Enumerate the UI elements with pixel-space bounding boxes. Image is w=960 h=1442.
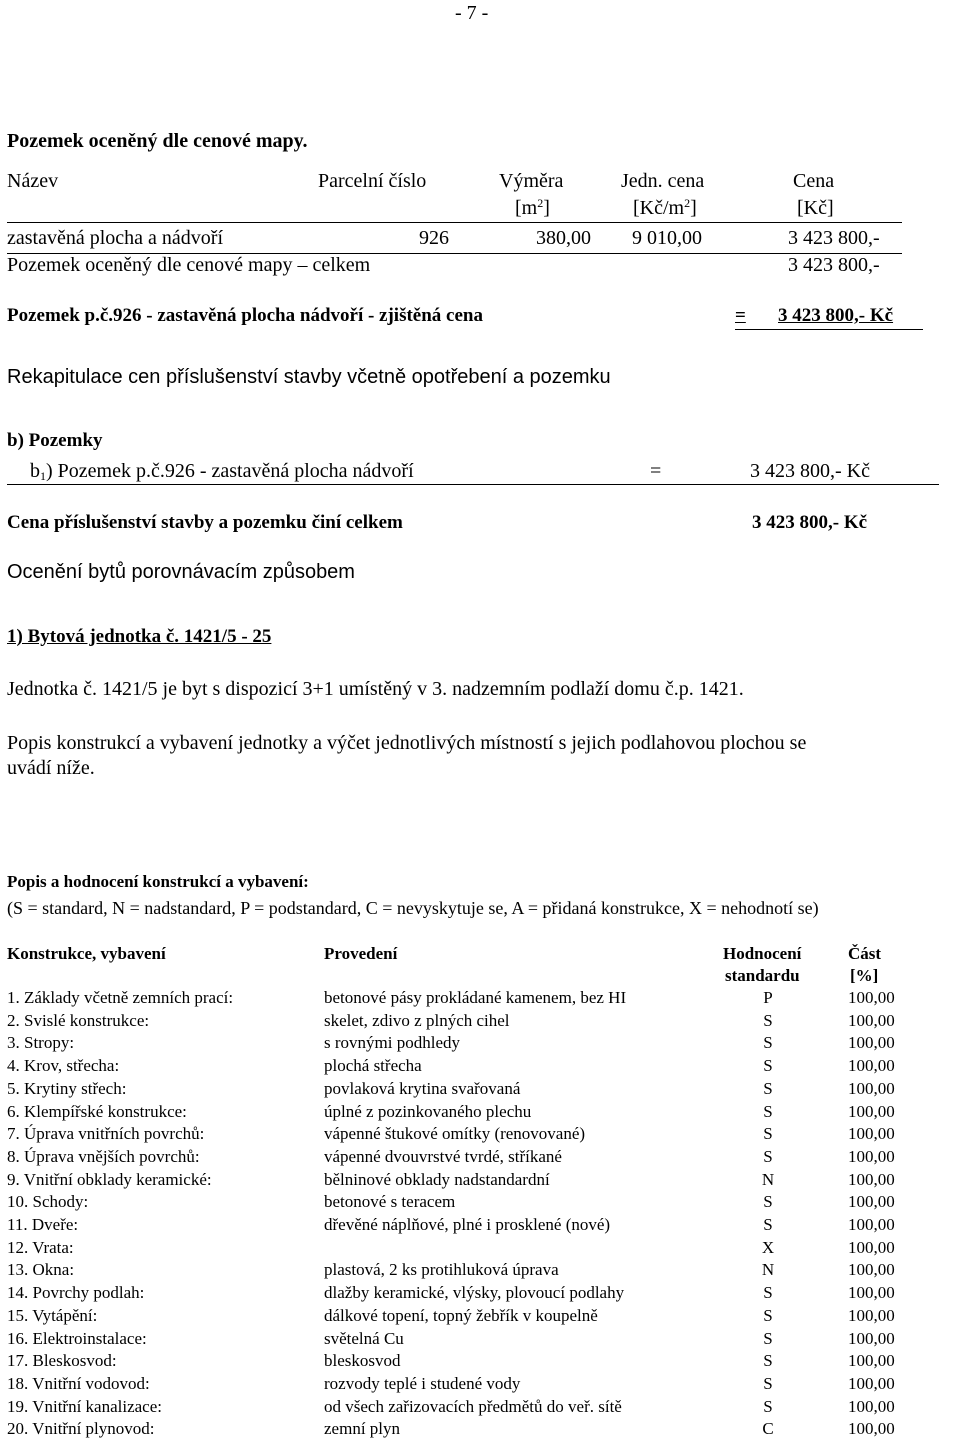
construction-name: 15. Vytápění: bbox=[7, 1305, 98, 1325]
construction-execution: povlaková krytina svařovaná bbox=[324, 1078, 521, 1098]
construction-name: 6. Klempířské konstrukce: bbox=[7, 1101, 187, 1121]
construction-execution: bleskosvod bbox=[324, 1351, 401, 1371]
construction-name: 9. Vnitřní obklady keramické: bbox=[7, 1169, 212, 1189]
construction-name: 17. Bleskosvod: bbox=[7, 1351, 117, 1371]
construction-row bbox=[0, 1397, 960, 1419]
construction-rating: S bbox=[763, 1101, 773, 1121]
land-result-value: 3 423 800,- Kč bbox=[778, 305, 894, 326]
construction-row bbox=[0, 1238, 960, 1260]
col-header-execution: Provedení bbox=[324, 944, 398, 963]
construction-rating: S bbox=[763, 1124, 773, 1144]
land-result-label: Pozemek p.č.926 - zastavěná plocha nádvoří - zjištěná cena bbox=[7, 305, 483, 326]
recap-title: Rekapitulace cen příslušenství stavby včetně opotřebení a pozemku bbox=[7, 366, 611, 388]
construction-rating: S bbox=[763, 1033, 773, 1053]
construction-row bbox=[0, 1306, 960, 1328]
header-parcel: Parcelní číslo bbox=[318, 170, 427, 192]
land-total-value: 3 423 800,- bbox=[788, 254, 880, 276]
construction-share: 100,00 bbox=[848, 1283, 895, 1303]
construction-execution: vápenné štukové omítky (renovované) bbox=[324, 1124, 586, 1144]
col-header-rating-line2: standardu bbox=[725, 966, 800, 985]
construction-rating: X bbox=[761, 1237, 775, 1257]
construction-execution: rozvody teplé i studené vody bbox=[324, 1373, 521, 1393]
construction-rating: N bbox=[761, 1169, 775, 1189]
construction-share: 100,00 bbox=[848, 988, 895, 1007]
construction-row bbox=[0, 988, 960, 1010]
col-header-rating-line1: Hodnocení bbox=[723, 944, 802, 963]
land-row-area: 380,00 bbox=[536, 227, 591, 249]
construction-name: 7. Úprava vnitřních povrchů: bbox=[7, 1124, 205, 1144]
construction-execution: plastová, 2 ks protihluková úprava bbox=[324, 1260, 559, 1280]
construction-name: 12. Vrata: bbox=[7, 1237, 74, 1257]
construction-rating: S bbox=[763, 1351, 773, 1371]
col-header-share-line1: Část bbox=[848, 944, 882, 963]
construction-rating: S bbox=[763, 1396, 773, 1416]
construction-execution: od všech zařizovacích předmětů do veř. sítě bbox=[324, 1396, 622, 1416]
construction-share: 100,00 bbox=[848, 1192, 895, 1212]
construction-name: 11. Dveře: bbox=[7, 1215, 79, 1234]
header-name: Název bbox=[7, 170, 59, 192]
construction-execution: s rovnými podhledy bbox=[324, 1033, 460, 1053]
construction-row bbox=[0, 1215, 960, 1237]
recap-item-label: $b_1$) Pozemek p.č.926 - zastavěná plocha nádvoří bbox=[30, 460, 414, 483]
construction-rating: S bbox=[763, 1056, 773, 1076]
construction-share: 100,00 bbox=[848, 1215, 895, 1234]
constructions-title: Popis a hodnocení konstrukcí a vybavení: bbox=[7, 872, 309, 891]
construction-share: 100,00 bbox=[848, 1373, 895, 1393]
construction-row bbox=[0, 1056, 960, 1078]
construction-share: 100,00 bbox=[848, 1237, 895, 1257]
constructions-legend: (S = standard, N = nadstandard, P = podstandard, C = nevyskytuje se, A = přidaná konstrukce, X = nehodnotí se) bbox=[7, 898, 819, 918]
construction-execution: vápenné dvouvrstvé tvrdé, stříkané bbox=[324, 1146, 562, 1166]
header-price-unit: [Kč] bbox=[797, 197, 834, 219]
construction-row bbox=[0, 1011, 960, 1033]
construction-execution: skelet, zdivo z plných cihel bbox=[324, 1010, 510, 1030]
construction-name: 8. Úprava vnějších povrchů: bbox=[7, 1146, 200, 1166]
construction-rating: S bbox=[763, 1146, 773, 1166]
page-number: - 7 - bbox=[455, 2, 489, 24]
construction-row bbox=[0, 1102, 960, 1124]
header-unit-price-unit: $[Kč/m^2]$ bbox=[633, 196, 697, 219]
land-row-price: 3 423 800,- bbox=[788, 227, 880, 249]
construction-name: 5. Krytiny střech: bbox=[7, 1078, 127, 1098]
construction-row bbox=[0, 1419, 960, 1441]
construction-execution: zemní plyn bbox=[324, 1419, 401, 1439]
construction-name: 20. Vnitřní plynovod: bbox=[7, 1419, 155, 1439]
construction-name: 16. Elektroinstalace: bbox=[7, 1328, 147, 1348]
land-row-name: zastavěná plocha a nádvoří bbox=[7, 227, 224, 249]
recap-rule bbox=[7, 484, 939, 485]
col-header-share-line2: [%] bbox=[850, 966, 879, 985]
flats-title: Ocenění bytů porovnávacím způsobem bbox=[7, 561, 355, 583]
construction-name: 19. Vnitřní kanalizace: bbox=[7, 1396, 162, 1416]
flat-description: Jednotka č. 1421/5 je byt s dispozicí 3+1 umístěný v 3. nadzemním podlaží domu č.p. 1421. bbox=[7, 678, 744, 700]
construction-share: 100,00 bbox=[848, 1169, 895, 1189]
construction-execution: dálkové topení, topný žebřík v koupelně bbox=[324, 1305, 598, 1325]
construction-name: 1. Základy včetně zemních prací: bbox=[7, 988, 234, 1007]
flat-paragraph-line1: Popis konstrukcí a vybavení jednotky a výčet jednotlivých místností s jejich podlahovou plochou se bbox=[7, 732, 807, 754]
construction-execution: betonové pásy prokládané kamenem, bez HI bbox=[324, 988, 627, 1007]
construction-share: 100,00 bbox=[848, 1305, 895, 1325]
land-row-unit-price: 9 010,00 bbox=[632, 227, 702, 249]
construction-row bbox=[0, 1147, 960, 1169]
construction-execution: dlažby keramické, vlýsky, plovoucí podlahy bbox=[324, 1283, 625, 1303]
construction-share: 100,00 bbox=[848, 1010, 895, 1030]
construction-share: 100,00 bbox=[848, 1033, 895, 1053]
construction-rating: S bbox=[763, 1215, 773, 1234]
construction-rating: C bbox=[762, 1419, 774, 1439]
construction-share: 100,00 bbox=[848, 1328, 895, 1348]
construction-execution: plochá střecha bbox=[324, 1056, 422, 1076]
construction-execution: bělninové obklady nadstandardní bbox=[324, 1169, 550, 1189]
construction-share: 100,00 bbox=[848, 1124, 895, 1144]
flat-paragraph-line2: uvádí níže. bbox=[7, 757, 95, 779]
construction-share: 100,00 bbox=[848, 1419, 895, 1439]
construction-name: 14. Povrchy podlah: bbox=[7, 1283, 145, 1303]
header-area-unit: $[m^2]$ bbox=[515, 196, 550, 219]
construction-row bbox=[0, 1329, 960, 1351]
col-header-construction: Konstrukce, vybavení bbox=[7, 944, 166, 963]
land-section-title: Pozemek oceněný dle cenové mapy. bbox=[7, 130, 308, 152]
recap-subtitle: b) Pozemky bbox=[7, 430, 103, 451]
construction-name: 4. Krov, střecha: bbox=[7, 1056, 120, 1076]
construction-row bbox=[0, 1260, 960, 1282]
construction-rating: S bbox=[763, 1283, 773, 1303]
construction-share: 100,00 bbox=[848, 1351, 895, 1371]
construction-rating: S bbox=[763, 1010, 773, 1030]
header-unit-price: Jedn. cena bbox=[621, 170, 705, 192]
construction-name: 2. Svislé konstrukce: bbox=[7, 1010, 150, 1030]
construction-execution: betonové s teracem bbox=[324, 1192, 456, 1212]
construction-row bbox=[0, 1192, 960, 1214]
construction-execution: úplné z pozinkovaného plechu bbox=[324, 1101, 532, 1121]
land-total-label: Pozemek oceněný dle cenové mapy – celkem bbox=[7, 254, 371, 276]
recap-total-label: Cena příslušenství stavby a pozemku činí celkem bbox=[7, 512, 403, 533]
construction-rating: S bbox=[763, 1328, 773, 1348]
land-result-eq: = bbox=[735, 305, 746, 326]
flat-unit-heading: 1) Bytová jednotka č. 1421/5 - 25 bbox=[7, 626, 272, 647]
recap-item-eq: = bbox=[650, 460, 662, 482]
construction-name: 10. Schody: bbox=[7, 1192, 89, 1212]
construction-rating: P bbox=[763, 988, 773, 1007]
land-row-parcel: 926 bbox=[419, 227, 449, 249]
construction-execution: dřevěné náplňové, plné i prosklené (nové) bbox=[324, 1215, 611, 1234]
construction-share: 100,00 bbox=[848, 1396, 895, 1416]
land-result-underline bbox=[735, 329, 923, 330]
construction-rating: S bbox=[763, 1305, 773, 1325]
construction-row bbox=[0, 1079, 960, 1101]
construction-name: 13. Okna: bbox=[7, 1260, 75, 1280]
construction-share: 100,00 bbox=[848, 1101, 895, 1121]
header-price: Cena bbox=[793, 170, 835, 192]
construction-share: 100,00 bbox=[848, 1260, 895, 1280]
construction-row bbox=[0, 1283, 960, 1305]
table-header-rule bbox=[7, 222, 902, 223]
recap-total-value: 3 423 800,- Kč bbox=[752, 512, 868, 533]
construction-row bbox=[0, 1351, 960, 1373]
header-area: Výměra bbox=[499, 170, 564, 192]
construction-execution: světelná Cu bbox=[324, 1328, 404, 1348]
construction-rating: S bbox=[763, 1192, 773, 1212]
construction-rating: N bbox=[761, 1260, 775, 1280]
construction-share: 100,00 bbox=[848, 1146, 895, 1166]
construction-share: 100,00 bbox=[848, 1078, 895, 1098]
construction-share: 100,00 bbox=[848, 1056, 895, 1076]
construction-rating: S bbox=[763, 1373, 773, 1393]
construction-row bbox=[0, 1374, 960, 1396]
construction-row bbox=[0, 1124, 960, 1146]
construction-row bbox=[0, 1170, 960, 1192]
construction-row bbox=[0, 1033, 960, 1055]
construction-name: 18. Vnitřní vodovod: bbox=[7, 1373, 150, 1393]
construction-name: 3. Stropy: bbox=[7, 1033, 75, 1053]
construction-rating: S bbox=[763, 1078, 773, 1098]
recap-item-value: 3 423 800,- Kč bbox=[750, 460, 870, 482]
